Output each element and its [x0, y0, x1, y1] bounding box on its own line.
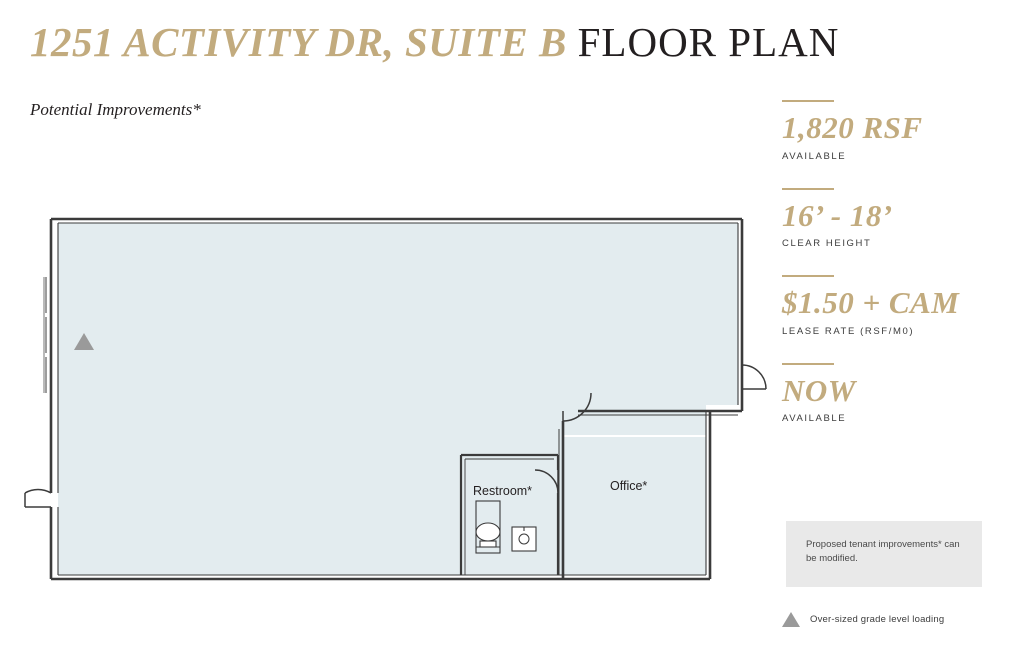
- tenant-improvement-note-text: Proposed tenant improvements* can be modified.: [806, 539, 960, 565]
- floor-fill: [58, 223, 738, 575]
- stat-value: $1.50 + CAM: [782, 285, 960, 321]
- stat-lease-rate: [782, 275, 992, 337]
- stat-label: LEASE RATE (RSF/M0): [782, 325, 915, 337]
- stat-value: 16’ - 18’: [782, 197, 893, 233]
- stat-available-rsf: [782, 100, 992, 162]
- room-label-office: Office*: [610, 479, 648, 493]
- stat-label: CLEAR HEIGHT: [782, 238, 872, 250]
- legend: [782, 612, 997, 627]
- stats-column: [782, 100, 992, 450]
- triangle-marker-icon: [782, 612, 800, 627]
- page-title-suffix: FLOOR PLAN: [577, 19, 840, 65]
- left-wall-windows: [44, 277, 46, 393]
- room-label-restroom: Restroom*: [473, 484, 533, 498]
- stat-availability-date: [782, 363, 992, 425]
- stat-rule: [782, 188, 834, 190]
- page-subtitle: Potential Improvements*: [30, 100, 201, 119]
- stat-label: AVAILABLE: [782, 150, 847, 162]
- page-title-address: 1251 ACTIVITY DR, SUITE B: [30, 19, 578, 65]
- stat-rule: [782, 363, 834, 365]
- stat-value: 1,820 RSF: [782, 110, 923, 145]
- stat-rule: [782, 275, 834, 277]
- page-title: [30, 18, 910, 70]
- stat-label: AVAILABLE: [782, 413, 847, 425]
- stat-clear-height: [782, 188, 992, 250]
- stat-value: NOW: [782, 372, 856, 408]
- legend-label: Over-sized grade level loading: [810, 614, 945, 625]
- stat-rule: [782, 100, 834, 102]
- floor-plan-diagram: [18, 205, 778, 605]
- tenant-improvement-note-box: [786, 521, 982, 587]
